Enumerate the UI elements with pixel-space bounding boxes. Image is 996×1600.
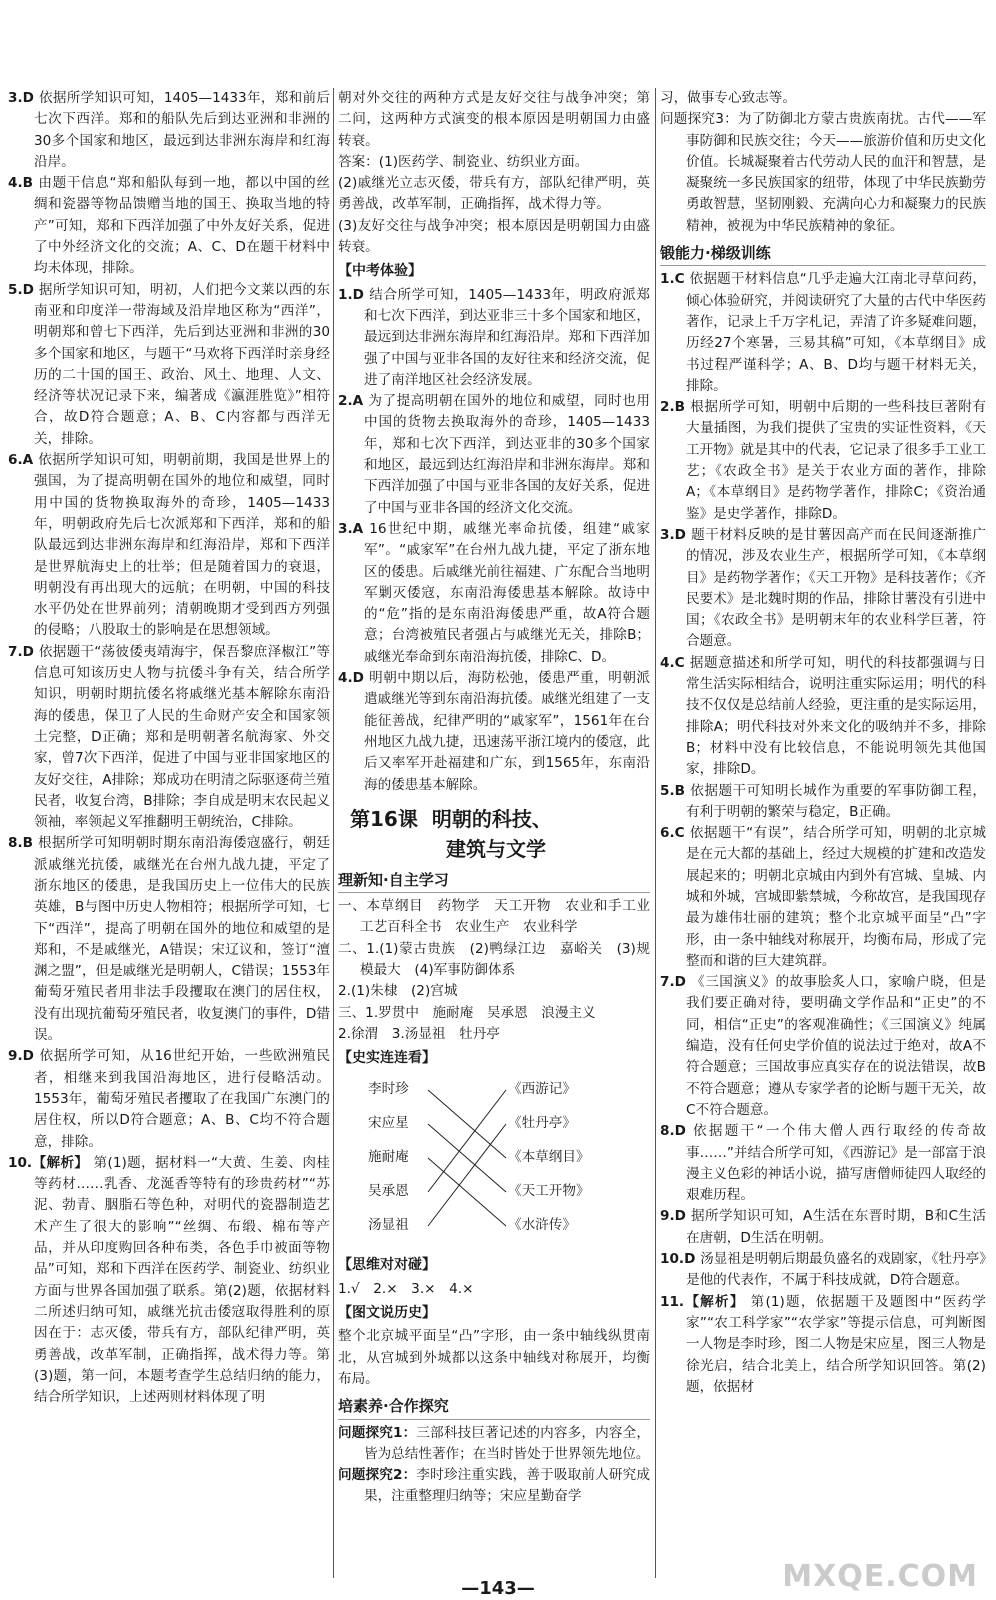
nengli-text: 第(1)题，依据题干及题图中“医药学家”“农工科学家”“农学家”等提示信息，可判断图一人物是李时珍，图二人物是宋应星，图三人物是徐光启，结合北美上，结合所学知识回答。第(2)题，依据材 bbox=[686, 1293, 986, 1395]
zhongkao-item bbox=[338, 519, 650, 668]
answer-number: 5.D bbox=[8, 281, 39, 298]
nengli-number: 6.C bbox=[660, 825, 690, 842]
fill-line: 一、本草纲目 药物学 天工开物 农业和手工业 工艺百科全书 农业生产 农业科学 bbox=[338, 898, 664, 936]
zhongkao-number: 4.D bbox=[338, 670, 370, 687]
answer-number: 8.B bbox=[8, 835, 39, 852]
answer-item bbox=[8, 1046, 330, 1152]
nengli-number: 4.C bbox=[660, 654, 690, 671]
answer-text: 依据所学可知，从16世纪开始，一些欧洲殖民者，相继来到我国沿海地区，进行侵略活动。1553年，葡萄牙殖民者攫取了在我国广东澳门的居住权，所以D符合题意；A、B、C均不符合题意，排除。 bbox=[34, 1048, 331, 1150]
answer-item bbox=[8, 280, 330, 450]
answer-text: (3)友好交往与战争冲突；根本原因是明朝国力由盛转衰。 bbox=[338, 217, 650, 256]
fill-line: 三、1.罗贯中 施耐庵 吴承恩 浪漫主义 bbox=[338, 1004, 596, 1021]
match-line bbox=[428, 1090, 506, 1158]
tanjiu-text: 李时珍注重实践，善于吸取前人研究成果，注重整理归纳等；宋应星勤奋学 bbox=[364, 1467, 650, 1505]
fill-line: 2.(1)朱棣 (2)宫城 bbox=[338, 983, 458, 1000]
nengli-answers bbox=[660, 269, 986, 1398]
answer-item bbox=[8, 173, 330, 279]
watermark-logo: MXQE.COM bbox=[782, 1559, 978, 1594]
match-line bbox=[428, 1124, 506, 1192]
answer-text: 答案：(1)医药学、制瓷业、纺织业方面。 bbox=[338, 153, 589, 170]
zhongkao-heading: 【中考体验】 bbox=[338, 263, 422, 280]
nengli-item bbox=[660, 269, 986, 397]
lesson-title-line1: 明朝的科技、 bbox=[431, 806, 552, 831]
match-left-item: 汤显祖 bbox=[368, 1217, 409, 1234]
answer-text: 习，做事专心致志等。 bbox=[660, 90, 796, 106]
answer-item bbox=[8, 1153, 330, 1409]
nengli-item bbox=[660, 1121, 986, 1206]
tanjiu-label: 问题探究2： bbox=[338, 1467, 417, 1484]
answer-number: 3.D bbox=[8, 90, 39, 106]
section-heading-xinzhi: 理新知·自主学习 bbox=[338, 870, 650, 893]
answer-number: 6.A bbox=[8, 452, 39, 469]
zhongkao-text: 为了提高明朝在国外的地位和威望，同时也用中国的货物去换取海外的奇珍，1405—1433年，郑和七次下西洋，到达亚非的30多个国家和地区，最远到达红海沿岸和非洲东海岸。郑和下西洋加强了中国与亚非各国的友好关系，促进了中国与亚非各国的经济文化交流。 bbox=[364, 393, 650, 516]
answer-item bbox=[8, 88, 330, 173]
nengli-text: 汤显祖是明朝后期最负盛名的戏剧家，《牡丹亭》是他的代表作，不属于科技成就，D符合题意。 bbox=[686, 1251, 986, 1289]
nengli-number: 10.D bbox=[660, 1251, 701, 1268]
nengli-text: 据所学知识可知，A生活在东晋时期，B和C生活在唐朝，D生活在明朝。 bbox=[686, 1208, 986, 1246]
answer-number: 7.D bbox=[8, 643, 39, 660]
nengli-number: 2.B bbox=[660, 399, 691, 416]
zhongkao-text: 明朝中期以后，海防松弛，倭患严重，明朝派遣戚继光等到东南沿海抗倭。戚继光组建了一支能征善战，纪律严明的“戚家军”，1561年在台州地区九战九捷，迅速荡平浙江境内的倭寇，此后又率军开赴福建和广东，到1565年，东南沿海的倭患基本解除。 bbox=[364, 670, 651, 793]
nengli-number: 8.D bbox=[660, 1123, 693, 1140]
fill-line: 2.徐渭 3.汤显祖 牡丹亭 bbox=[338, 1025, 500, 1042]
matching-diagram bbox=[338, 1073, 650, 1251]
answer-text: 依据所学知识可知，明朝前期，我国是世界上的强国，为了提高明朝在国外的地位和威望，同时用中国的货物换取海外的奇珍，1405—1433年，明朝政府先后七次派郑和下西洋，郑和的船队最远到达非洲东海岸和红海沿岸，郑和下西洋是世界航海史上的壮举；但是随着国力的衰退，明朝没有再出现大的远航；在明朝，中国的科技水平仍处在世界前列；清朝晚期才受到西方列强的侵略；八股取士的影响是在思想领域。 bbox=[34, 452, 330, 639]
answer-text: 朝对外交往的两种方式是友好交往与战争冲突；第二问，这两种方式演变的根本原因是明朝国力由盛转衰。 bbox=[338, 90, 650, 149]
lesson-title-line2: 建筑与文学 bbox=[446, 836, 546, 861]
match-right-item: 《本草纲目》 bbox=[508, 1149, 590, 1166]
nengli-number: 11.【解析】 bbox=[660, 1293, 751, 1310]
nengli-item bbox=[660, 972, 986, 1121]
match-left-item: 吴承恩 bbox=[368, 1183, 409, 1200]
answer-item bbox=[8, 642, 330, 834]
answer-text: 依据题干“荡彼倭夷靖海宇，保吾黎庶泽椒江”等信息可知该历史人物与抗倭斗争有关，结合所学知识，明朝时期抗倭名将戚继光基本解除东南沿海的倭患，保卫了人民的生命财产安全和国家领土完整，D正确；郑和是明朝著名航海家、外交家，曾7次下西洋，促进了中国与亚非国家地区的友好交往，A排除；郑成功在明清之际驱逐荷兰殖民者，收复台湾，B排除；李自成是明末农民起义领袖，率领起义军推翻明王朝统治，C排除。 bbox=[34, 643, 330, 831]
match-line bbox=[428, 1124, 506, 1226]
column-right bbox=[660, 88, 986, 1578]
column-divider bbox=[655, 88, 656, 1578]
answer-text: (2)戚继光立志灭倭，带兵有方，部队纪律严明，英勇善战，改革军制，正确指挥，战术得力等。 bbox=[338, 175, 650, 213]
nengli-number: 5.B bbox=[660, 782, 691, 799]
match-left-item: 李时珍 bbox=[368, 1081, 409, 1098]
zhongkao-text: 16世纪中期，戚继光率命抗倭，组建“戚家军”。“戚家军”在台州九战九捷，平定了浙东地区的倭患。后戚继光前往福建、广东配合当地明军剿灭倭寇，东南沿海倭患基本解除。故诗中的“危”指的是东南沿海倭患严重，故A符合题意；台湾被殖民者强占与戚继光无关，排除B；戚继光奉命到东南沿海抗倭，排除C、D。 bbox=[364, 520, 650, 665]
tanjiu-label: 问题探究1： bbox=[338, 1424, 417, 1441]
match-left-item: 宋应星 bbox=[368, 1115, 409, 1132]
zhongkao-item bbox=[338, 391, 650, 519]
tuwen-heading: 【图文说历史】 bbox=[338, 1305, 436, 1322]
answer-10-continuation bbox=[338, 88, 650, 258]
fill-in-answers bbox=[338, 896, 664, 1045]
nengli-item bbox=[660, 525, 986, 653]
nengli-item bbox=[660, 653, 986, 781]
lesson-number: 第16课 bbox=[350, 806, 418, 831]
section-heading-suyang: 培素养·合作探究 bbox=[338, 1396, 650, 1419]
lesson-title bbox=[338, 804, 650, 864]
answer-item bbox=[8, 833, 330, 1046]
answer-text: 据所学知识可知，明初，人们把今文莱以西的东南亚和印度洋一带海域及沿岸地区称为“西洋”，明朝郑和曾七下西洋，先后到达亚洲和非洲的30多个国家和地区，与题干“马欢将下西洋时亲身经历的二十国的国王、政治、风土、地理、人文、经济等状况记录下来，编著成《瀛涯胜览》”相符合，故D符合题意；A、B、C内容都与西洋无关，排除。 bbox=[34, 281, 330, 447]
answer-text: 由题干信息“郑和船队每到一地，都以中国的丝绸和瓷器等物品馈赠当地的国王、换取当地的特产”可知，郑和下西洋加强了中外友好关系，促进了中外经济文化的交流；A、C、D在题干材料中均未体现，排除。 bbox=[34, 175, 330, 277]
answer-text: 根据所学可知明朝时期东南沿海倭寇盛行，朝廷派戚继光抗倭，戚继光在台州九战九捷，平定了浙东地区的倭患，是我国历史上一位伟大的民族英雄，B与图中历史人物相符；根据所学可知，七下“西洋”，提高了明朝在国外的地位和威望的是郑和，不是戚继光，A错误；宋辽议和，签订“澶渊之盟”，但是戚继光是明朝人，C错误；1553年葡萄牙殖民者用非法手段攫取在澳门的居住权，没有出现抗葡萄牙殖民者，收复澳门的事件，D错误。 bbox=[34, 835, 331, 1044]
answer-number: 9.D bbox=[8, 1048, 40, 1065]
tanjiu-text: 三部科技巨著记述的内容多，内容全，皆为总结性著作；在当时皆处于世界领先地位。 bbox=[364, 1424, 650, 1462]
nengli-item bbox=[660, 1206, 986, 1249]
nengli-number: 9.D bbox=[660, 1208, 692, 1225]
answer-item bbox=[8, 450, 330, 642]
match-line bbox=[428, 1090, 506, 1192]
nengli-text: 依据题干可知明长城作为重要的军事防御工程，有利于明朝的繁荣与稳定，B正确。 bbox=[686, 782, 986, 820]
nengli-item bbox=[660, 397, 986, 525]
column-divider bbox=[333, 88, 334, 1578]
answer-text: 问题探究3：为了防御北方蒙古贵族南扰。古代——军事防御和民族交往；今天——旅游价值和历史文化价值。长城凝聚着古代劳动人民的血汗和智慧，是凝聚统一多民族国家的纽带，体现了中华民族勤劳勇敢智慧，坚韧刚毅、充满向心力和凝聚力的民族精神，被视为中华民族精神的象征。 bbox=[660, 111, 986, 234]
tanjiu-item bbox=[338, 1423, 650, 1466]
nengli-item bbox=[660, 1292, 986, 1398]
nengli-text: 《三国演义》的故事脍炙人口，家喻户晓，但是我们要正确对待，要明确文学作品和“正史”的不同，相信“正史”的客观准确性；《三国演义》纯属编造，没有任何史学价值的说法过于绝对，故A不符合题意；三国故事应真实存在的说法错误，故B不符合题意；遵从专家学者的论断与题干无关，故C不符合题意。 bbox=[686, 974, 987, 1118]
siwei-heading: 【思维对对碰】 bbox=[338, 1257, 436, 1274]
nengli-text: 依据题干“有误”，结合所学可知，明朝的北京城是在元大都的基础上，经过大规模的扩建和改造发展起来的；明朝北京城由内到外有宫城、皇城、内城和外城，宫城即紫禁城，今称故宫，是我国现存最为雄伟壮丽的建筑；整个北京城平面呈“凸”字形，由一条中轴线对称展开，均衡布局，形成了完整而和谐的巨大建筑群。 bbox=[686, 825, 986, 969]
nengli-item bbox=[660, 781, 986, 824]
answer-number: 10.【解析】 bbox=[8, 1154, 94, 1171]
nengli-text: 依据题干“一个伟大僧人西行取经的传奇故事……”并结合所学可知，《西游记》是一部富于浪漫主义色彩的神话小说，描写唐僧师徒四人取经的艰难历程。 bbox=[686, 1123, 986, 1204]
nengli-number: 1.C bbox=[660, 271, 690, 288]
section-heading-nengli: 锻能力·梯级训练 bbox=[660, 243, 986, 266]
match-left-item: 施耐庵 bbox=[368, 1149, 409, 1166]
tuwen-answer: 整个北京城平面呈“凸”字形，由一条中轴线纵贯南北，从宫城到外城都以这条中轴线对称展开，均衡布局。 bbox=[338, 1328, 650, 1387]
nengli-text: 题干材料反映的是甘薯因高产而在民间逐渐推广的情况，涉及农业生产，根据所学可知，《本草纲目》是药物学著作；《天工开物》是科技著作；《齐民要术》是北魏时期的作品，排除甘薯没有引进中国；《农政全书》是明朝末年的农业科学巨著，符合题意。 bbox=[686, 526, 987, 650]
tanjiu-item bbox=[338, 1465, 650, 1508]
siwei-answers: 1.√ 2.× 3.× 4.× bbox=[338, 1280, 474, 1297]
match-line bbox=[428, 1158, 506, 1226]
column-left bbox=[8, 88, 330, 1578]
nengli-number: 3.D bbox=[660, 526, 692, 543]
match-right-item: 《牡丹亭》 bbox=[508, 1115, 576, 1132]
nengli-number: 7.D bbox=[660, 974, 692, 991]
zhongkao-answers bbox=[338, 285, 650, 796]
tanjiu-answers bbox=[338, 1423, 650, 1508]
zhongkao-item bbox=[338, 668, 650, 796]
shishi-heading: 【史实连连看】 bbox=[338, 1050, 436, 1067]
answer-text: 第(1)题，据材料一“大黄、生姜、肉桂等药材……乳香、龙涎香等特有的珍贵药材”“苏泥、勃青、胭脂石等色种，对明代的瓷器制造艺术产生了很大的影响”“丝绸、布缎、棉布等产品，并从印度购回各种布类，各色手巾被面等物品”可知，郑和下西洋在医药学、制瓷业、纺织业方面与世界各国加强了联系。第(2)题，依据材料二所述归纳可知，戚继光抗击倭寇取得胜利的原因在于：志灭倭，带兵有方，部队纪律严明，英勇善战，改革军制，正确指挥，战术得力等。第(3)题，第一问，本题考查学生总结归纳的能力，结合所学知识，上述两则材料体现了明 bbox=[34, 1154, 330, 1406]
zhongkao-text: 结合所学可知，1405—1433年，明政府派郑和七次下西洋，到达亚非三十多个国家和地区，最远到达非洲东海岸和红海沿岸。郑和下西洋加强了中国与亚非各国的友好往来和经济交流，促进了南洋地区社会经济发展。 bbox=[364, 286, 650, 388]
zhongkao-number: 3.A bbox=[338, 520, 370, 537]
nengli-text: 依据题干材料信息“几乎走遍大江南北寻草问药，倾心体验研究，并阅读研究了大量的古代中华医药著作，记录上千万字札记，弄清了许多疑难问题，历经27个寒暑，三易其稿”可知，《本草纲目》成书过程严谨科学；A、B、D均与题干材料无关，排除。 bbox=[686, 271, 986, 394]
nengli-text: 根据所学可知，明朝中后期的一些科技巨著附有大量插图，为我们提供了宝贵的实证性资料，《天工开物》就是其中的代表，它记录了很多手工业工艺；《农政全书》是关于农业方面的著作，排除A；《本草纲目》是药物学著作，排除C；《资治通鉴》是史学著作，排除D。 bbox=[686, 399, 986, 522]
column-middle bbox=[338, 88, 664, 1578]
match-right-item: 《天工开物》 bbox=[508, 1183, 590, 1200]
match-right-item: 《水浒传》 bbox=[508, 1217, 576, 1234]
nengli-text: 据题意描述和所学可知，明代的科技都强调与日常生活实际相结合，说明注重实际运用；明代的科技不仅仅是总结前人经验，更注重的是实际运用，排除A；明代科技对外来文化的吸纳并不多，排除B；材料中没有比较信息，不能说明领先其他国家，排除D。 bbox=[686, 654, 986, 778]
fill-line: 二、1.(1)蒙古贵族 (2)鸭绿江边 嘉峪关 (3)规模最大 (4)军事防御体系 bbox=[338, 940, 650, 978]
zhongkao-number: 2.A bbox=[338, 393, 369, 410]
tanjiu-continuation bbox=[660, 88, 986, 237]
nengli-item bbox=[660, 1249, 986, 1292]
answer-number: 4.B bbox=[8, 175, 39, 192]
page-number: —143— bbox=[461, 1578, 535, 1599]
zhongkao-item bbox=[338, 285, 650, 391]
match-right-item: 《西游记》 bbox=[508, 1081, 576, 1098]
zhongkao-number: 1.D bbox=[338, 286, 370, 303]
answer-text: 依据所学知识可知，1405—1433年，郑和前后七次下西洋。郑和的船队先后到达亚洲和非洲的30多个国家和地区，最远到达非洲东海岸和红海沿岸。 bbox=[34, 90, 330, 170]
nengli-item bbox=[660, 823, 986, 972]
